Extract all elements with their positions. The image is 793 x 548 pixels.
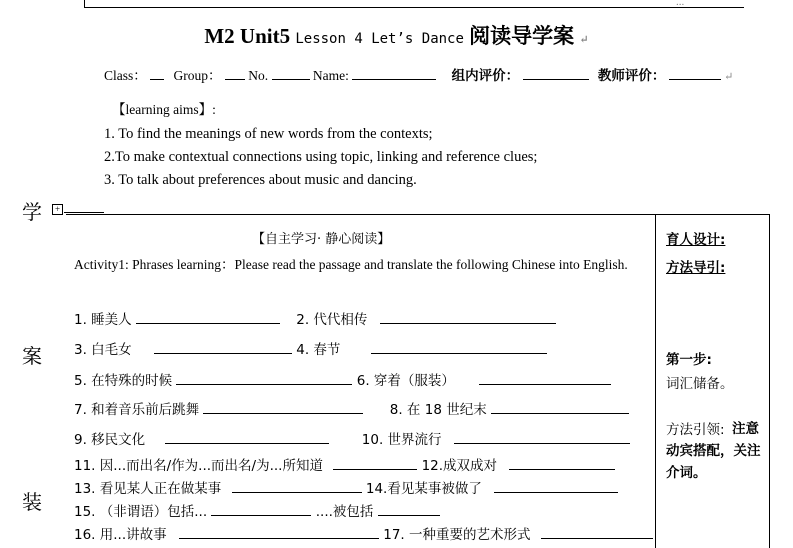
aims-heading: 【learning aims】:	[112, 102, 216, 117]
aim-item: 2.To make contextual connections using topic, linking and reference clues;	[104, 149, 538, 165]
page-title: M2 Unit5 Lesson 4 Let’s Dance 阅读导学案 ↵	[204, 24, 589, 48]
phrase-2: 2. 代代相传	[296, 312, 368, 328]
table-divider	[655, 214, 656, 548]
aim-item: 1. To find the meanings of new words from the contexts;	[104, 126, 433, 142]
phrase-14: 14.看见某事被做了	[365, 481, 482, 497]
phrase-row	[74, 477, 618, 497]
header-rule-horizontal	[84, 7, 744, 8]
answer-blank[interactable]	[491, 399, 629, 414]
side-char-xue: 学	[22, 200, 42, 224]
phrase-7: 7. 和着音乐前后跳舞	[74, 402, 200, 418]
phrase-row	[74, 369, 611, 389]
group-label: Group：	[173, 68, 222, 83]
phrase-13: 13. 看见某人正在做某事	[74, 481, 222, 497]
teacher-eval-blank[interactable]	[669, 65, 721, 80]
answer-blank[interactable]	[211, 501, 311, 516]
answer-blank[interactable]	[378, 501, 440, 516]
phrase-1: 1. 睡美人	[74, 312, 132, 328]
answer-blank[interactable]	[232, 478, 362, 493]
phrase-row	[74, 454, 615, 474]
title-lesson: Lesson 4 Let’s Dance	[295, 31, 464, 47]
title-main: M2 Unit5	[204, 24, 291, 48]
phrase-15-passive: ....被包括	[315, 504, 374, 520]
phrase-4: 4. 春节	[296, 342, 341, 358]
title-cn: 阅读导学案	[469, 24, 575, 48]
phrase-3: 3. 白毛女	[74, 342, 132, 358]
number-blank[interactable]	[272, 65, 310, 80]
phrase-6: 6. 穿着（服装）	[356, 373, 455, 389]
phrase-8: 8. 在 18 世纪末	[389, 402, 487, 418]
answer-blank[interactable]	[454, 429, 630, 444]
header-corner-text: ...	[676, 0, 685, 8]
aim-item: 3. To talk about preferences about music and dancing.	[104, 172, 417, 188]
group-eval-blank[interactable]	[523, 65, 589, 80]
answer-blank[interactable]	[509, 455, 615, 470]
class-label: Class：	[104, 68, 147, 83]
number-label: No.	[248, 68, 269, 83]
answer-blank[interactable]	[154, 339, 292, 354]
phrase-5: 5. 在特殊的时候	[74, 373, 173, 389]
phrase-row	[74, 428, 630, 448]
phrase-row	[74, 523, 653, 543]
class-blank[interactable]	[150, 65, 164, 80]
teacher-eval-label: 教师评价：	[597, 68, 666, 84]
group-eval-label: 组内评价：	[451, 68, 520, 84]
answer-blank[interactable]	[380, 309, 556, 324]
phrase-17: 17. 一种重要的艺术形式	[383, 527, 531, 543]
phrase-row	[74, 500, 440, 520]
phrase-row	[74, 398, 629, 418]
answer-blank[interactable]	[165, 429, 329, 444]
rule	[64, 212, 104, 213]
guide-text: 注意动宾搭配，关注介词。	[666, 421, 761, 481]
answer-blank[interactable]	[203, 399, 363, 414]
phrase-10: 10. 世界流行	[361, 432, 442, 448]
collapse-icon[interactable]: +	[52, 204, 63, 215]
phrase-15: 15. （非谓语）包括...	[74, 504, 208, 520]
answer-blank[interactable]	[541, 524, 653, 539]
answer-blank[interactable]	[333, 455, 417, 470]
answer-blank[interactable]	[176, 370, 352, 385]
table-right-border	[769, 214, 770, 548]
answer-blank[interactable]	[494, 478, 618, 493]
side-char-an: 案	[22, 344, 42, 368]
step1-text: 词汇储备。	[666, 376, 734, 392]
phrase-9: 9. 移民文化	[74, 432, 146, 448]
design-label: 育人设计:	[666, 232, 726, 248]
phrase-row	[74, 338, 547, 358]
group-blank[interactable]	[225, 65, 245, 80]
answer-blank[interactable]	[371, 339, 547, 354]
side-char-zhuang: 装	[22, 490, 42, 514]
answer-blank[interactable]	[179, 524, 379, 539]
section-title: 【自主学习· 静心阅读】	[252, 232, 391, 247]
method-label: 方法导引:	[666, 260, 726, 276]
name-blank[interactable]	[352, 65, 436, 80]
name-label: Name:	[312, 68, 349, 83]
phrase-12: 12.成双成对	[421, 458, 498, 474]
step1-label: 第一步:	[666, 352, 712, 368]
phrase-11: 11. 因...而出名/作为...而出名/为...所知道	[74, 458, 323, 474]
phrase-16: 16. 用...讲故事	[74, 527, 167, 543]
answer-blank[interactable]	[479, 370, 611, 385]
activity-instructions: Activity1: Phrases learning：Please read the passage and translate the following Chinese into English.	[74, 257, 628, 272]
guide-label: 方法引领:	[666, 422, 725, 438]
student-info-line: Class： Group： No. Name: 组内评价： 教师评价： ↵	[104, 64, 733, 84]
table-top-border	[66, 214, 770, 215]
phrase-row	[74, 308, 556, 328]
answer-blank[interactable]	[136, 309, 280, 324]
